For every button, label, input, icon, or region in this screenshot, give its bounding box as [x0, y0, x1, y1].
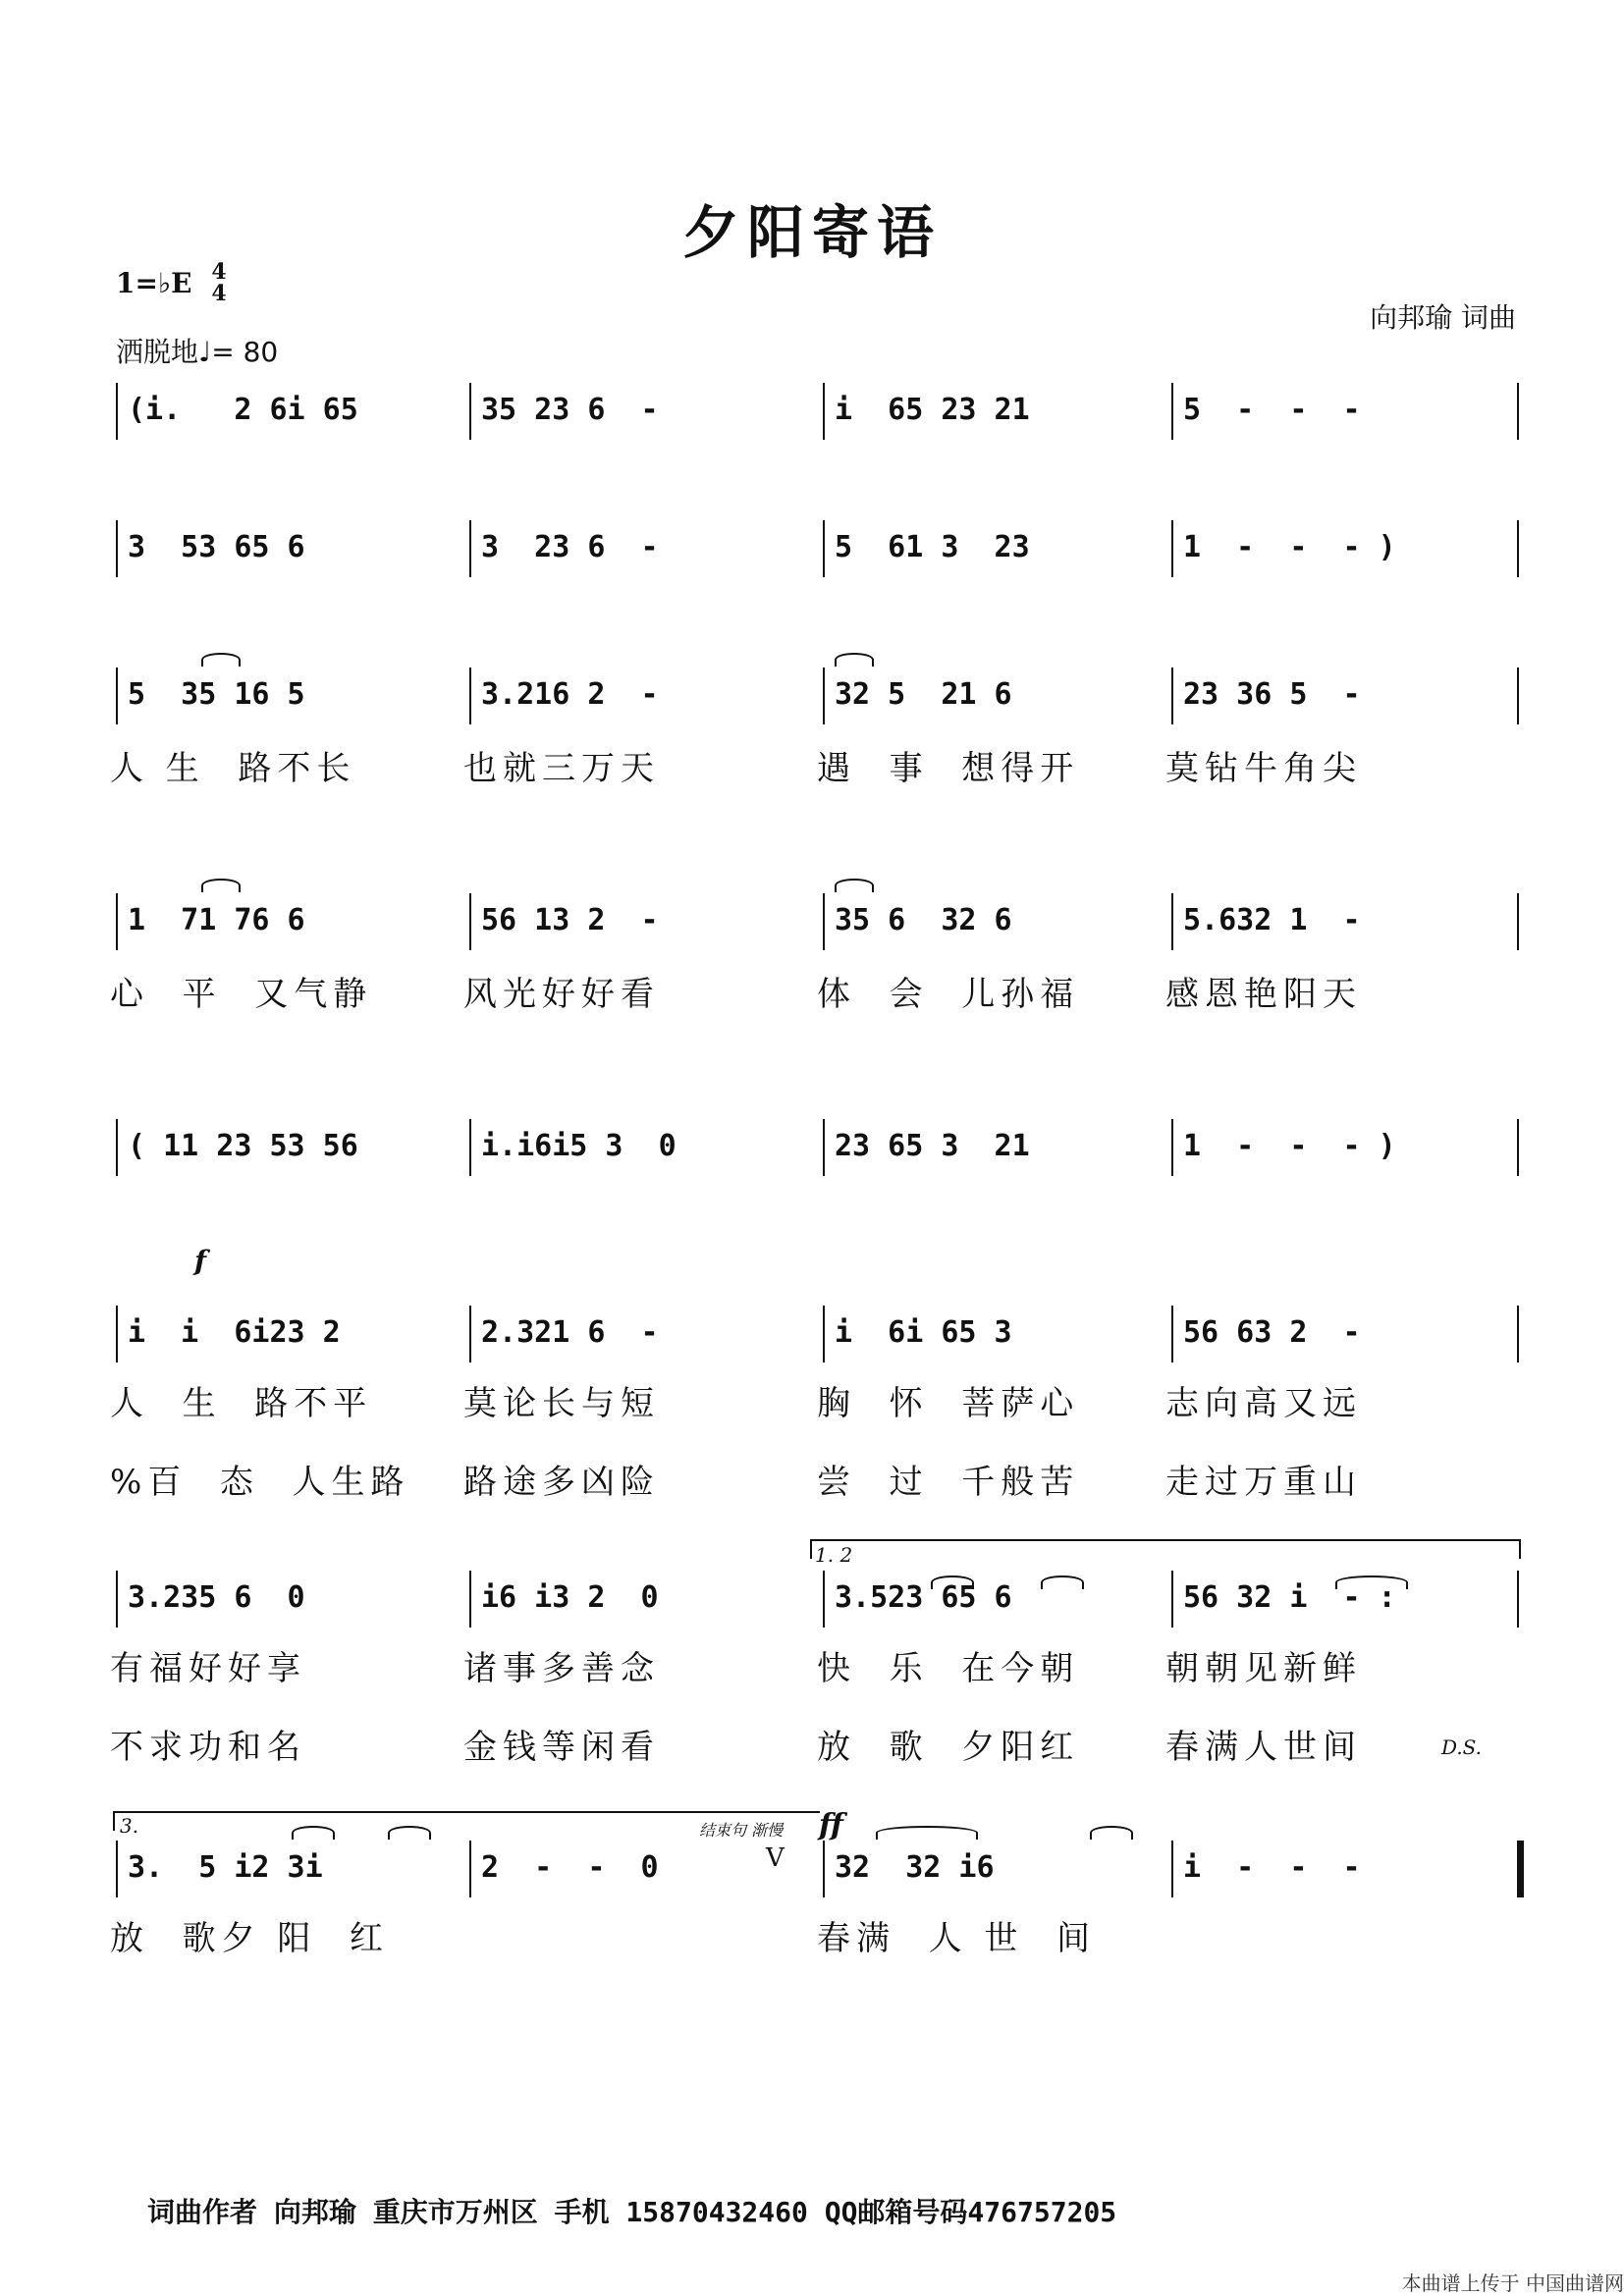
- measure-notes: 2.321 6 -: [481, 1315, 659, 1350]
- lyric-verse-1: 放 歌夕 阳 红: [110, 1919, 390, 1958]
- measure-notes: 2 - - 0: [481, 1850, 659, 1885]
- key-signature: 1=♭E: [116, 267, 192, 299]
- measure-notes: 23 36 5 -: [1183, 677, 1361, 712]
- measure-notes: i6 i3 2 0: [481, 1580, 659, 1615]
- lyric-verse-1: 体 会 儿孙福: [817, 975, 1080, 1014]
- barline: [823, 1306, 825, 1362]
- barline: [116, 893, 118, 950]
- lyric-verse-2: 不求功和名: [110, 1728, 306, 1767]
- slur-arc: [1335, 1575, 1408, 1589]
- footer-credit: 词曲作者 向邦瑜 重庆市万州区 手机 15870432460 QQ邮箱号码476757205: [147, 2196, 1117, 2228]
- measure-notes: 35 6 32 6: [835, 903, 1012, 937]
- barline: [116, 520, 118, 577]
- lyric-verse-1: 胸 怀 菩萨心: [817, 1384, 1080, 1423]
- measure-notes: 23 65 3 21: [835, 1129, 1030, 1163]
- slur-arc: [835, 879, 874, 892]
- lyric-verse-2: %百 态 人生路: [110, 1463, 410, 1502]
- barline: [823, 520, 825, 577]
- lyric-verse-1: 心 平 又气静: [110, 975, 373, 1014]
- measure-notes: (i. 2 6i 65: [128, 393, 358, 427]
- measure-notes: 5 - - -: [1183, 393, 1361, 427]
- barline: [116, 1841, 118, 1897]
- barline: [469, 520, 471, 577]
- lyric-verse-1: 莫论长与短: [463, 1384, 660, 1423]
- barline: [823, 383, 825, 440]
- barline: [116, 1306, 118, 1362]
- lyric-verse-1: 风光好好看: [463, 975, 660, 1014]
- slur-arc: [1090, 1826, 1133, 1840]
- measure-notes: 1 - - - ): [1183, 530, 1396, 564]
- dynamic-forte: f: [194, 1245, 207, 1277]
- measure-notes: i 6i 65 3: [835, 1315, 1012, 1350]
- barline: [469, 383, 471, 440]
- barline: [1171, 520, 1173, 577]
- barline: [116, 1571, 118, 1628]
- measure-notes: 1 71 76 6: [128, 903, 305, 937]
- barline: [1517, 1841, 1524, 1897]
- barline: [469, 1119, 471, 1176]
- lyric-verse-2: 春满人世间: [1165, 1728, 1362, 1767]
- barline: [469, 667, 471, 724]
- measure-notes: 3.523 65 6: [835, 1580, 1012, 1615]
- measure-notes: 32 32 i6: [835, 1850, 995, 1885]
- barline: [469, 1306, 471, 1362]
- lyric-verse-1: 朝朝见新鲜: [1165, 1649, 1362, 1688]
- volta-bracket-1-2: [810, 1539, 1521, 1559]
- lyric-verse-1: 莫钻牛角尖: [1165, 749, 1362, 788]
- barline: [469, 1571, 471, 1628]
- barline: [116, 667, 118, 724]
- lyric-verse-2: 金钱等闲看: [463, 1728, 660, 1767]
- composer-credit: 向邦瑜 词曲: [1370, 301, 1516, 334]
- lyric-verse-2: 走过万重山: [1165, 1463, 1362, 1502]
- ending-marking: 结束句 渐慢: [699, 1821, 784, 1840]
- measure-notes: 3 53 65 6: [128, 530, 305, 564]
- barline: [1171, 1119, 1173, 1176]
- measure-notes: i - - -: [1183, 1850, 1361, 1885]
- measure-notes: 1 - - - ): [1183, 1129, 1396, 1163]
- lyric-verse-1: 快 乐 在今朝: [817, 1649, 1080, 1688]
- barline: [1517, 893, 1519, 950]
- measure-notes: 5 35 16 5: [128, 677, 305, 712]
- slur-arc: [835, 653, 874, 667]
- barline: [1517, 1306, 1519, 1362]
- measure-notes: 5.632 1 -: [1183, 903, 1361, 937]
- meter-top: 4: [211, 259, 227, 285]
- measure-notes: 3.216 2 -: [481, 677, 659, 712]
- measure-notes: 3. 5 i2 3i: [128, 1850, 323, 1885]
- measure-notes: 56 32 i - :: [1183, 1580, 1396, 1615]
- barline: [1171, 893, 1173, 950]
- volta-label-1-2: 1. 2: [815, 1543, 853, 1567]
- lyric-verse-1: 诸事多善念: [463, 1649, 660, 1688]
- site-watermark: 本曲谱上传于 中国曲谱网: [1401, 2271, 1624, 2295]
- barline: [1171, 1306, 1173, 1362]
- barline: [823, 1841, 825, 1897]
- tempo-marking: 洒脱地♩= 80: [116, 336, 279, 368]
- barline: [1517, 1119, 1519, 1176]
- barline: [823, 1119, 825, 1176]
- barline: [469, 1841, 471, 1897]
- barline: [1517, 383, 1519, 440]
- lyric-verse-1: 人 生 路不平: [110, 1384, 373, 1423]
- volta-label-3: 3.: [120, 1814, 139, 1838]
- barline: [1171, 1841, 1173, 1897]
- barline: [1517, 667, 1519, 724]
- slur-arc: [201, 653, 241, 667]
- measure-notes: ( 11 23 53 56: [128, 1129, 358, 1163]
- barline: [1517, 520, 1519, 577]
- lyric-verse-2: 放 歌 夕阳红: [817, 1728, 1080, 1767]
- barline: [823, 667, 825, 724]
- barline: [1171, 383, 1173, 440]
- measure-notes: 5 61 3 23: [835, 530, 1030, 564]
- lyric-verse-1: 春满 人 世 间: [817, 1919, 1097, 1958]
- lyric-verse-1: 人 生 路不长: [110, 749, 356, 788]
- dynamic-fortissimo: ff: [819, 1808, 843, 1842]
- slur-arc: [931, 1575, 974, 1589]
- barline: [1171, 1571, 1173, 1628]
- barline: [469, 893, 471, 950]
- meter-bottom: 4: [211, 281, 227, 306]
- slur-arc: [1041, 1575, 1084, 1589]
- barline: [1171, 667, 1173, 724]
- barline: [823, 893, 825, 950]
- measure-notes: 35 23 6 -: [481, 393, 659, 427]
- measure-notes: 32 5 21 6: [835, 677, 1012, 712]
- lyric-verse-1: 也就三万天: [463, 749, 660, 788]
- time-signature: [209, 261, 229, 304]
- measure-notes: 56 63 2 -: [1183, 1315, 1361, 1350]
- dal-segno-mark: D.S.: [1441, 1735, 1483, 1759]
- measure-notes: 56 13 2 -: [481, 903, 659, 937]
- breath-mark: V: [766, 1843, 785, 1873]
- slur-arc: [876, 1826, 978, 1840]
- barline: [1517, 1571, 1519, 1628]
- measure-notes: i 65 23 21: [835, 393, 1030, 427]
- lyric-verse-2: 尝 过 千般苦: [817, 1463, 1080, 1502]
- barline: [116, 383, 118, 440]
- score-title: 夕阳寄语: [681, 199, 942, 266]
- lyric-verse-1: 志向高又远: [1165, 1384, 1362, 1423]
- lyric-verse-1: 遇 事 想得开: [817, 749, 1080, 788]
- slur-arc: [201, 879, 241, 892]
- lyric-verse-2: 路途多凶险: [463, 1463, 660, 1502]
- barline: [116, 1119, 118, 1176]
- barline: [823, 1571, 825, 1628]
- lyric-verse-1: 感恩艳阳天: [1165, 975, 1362, 1014]
- measure-notes: 3.235 6 0: [128, 1580, 305, 1615]
- lyric-verse-1: 有福好好享: [110, 1649, 306, 1688]
- measure-notes: i.i6i5 3 0: [481, 1129, 677, 1163]
- measure-notes: 3 23 6 -: [481, 530, 659, 564]
- measure-notes: i i 6i23 2: [128, 1315, 341, 1350]
